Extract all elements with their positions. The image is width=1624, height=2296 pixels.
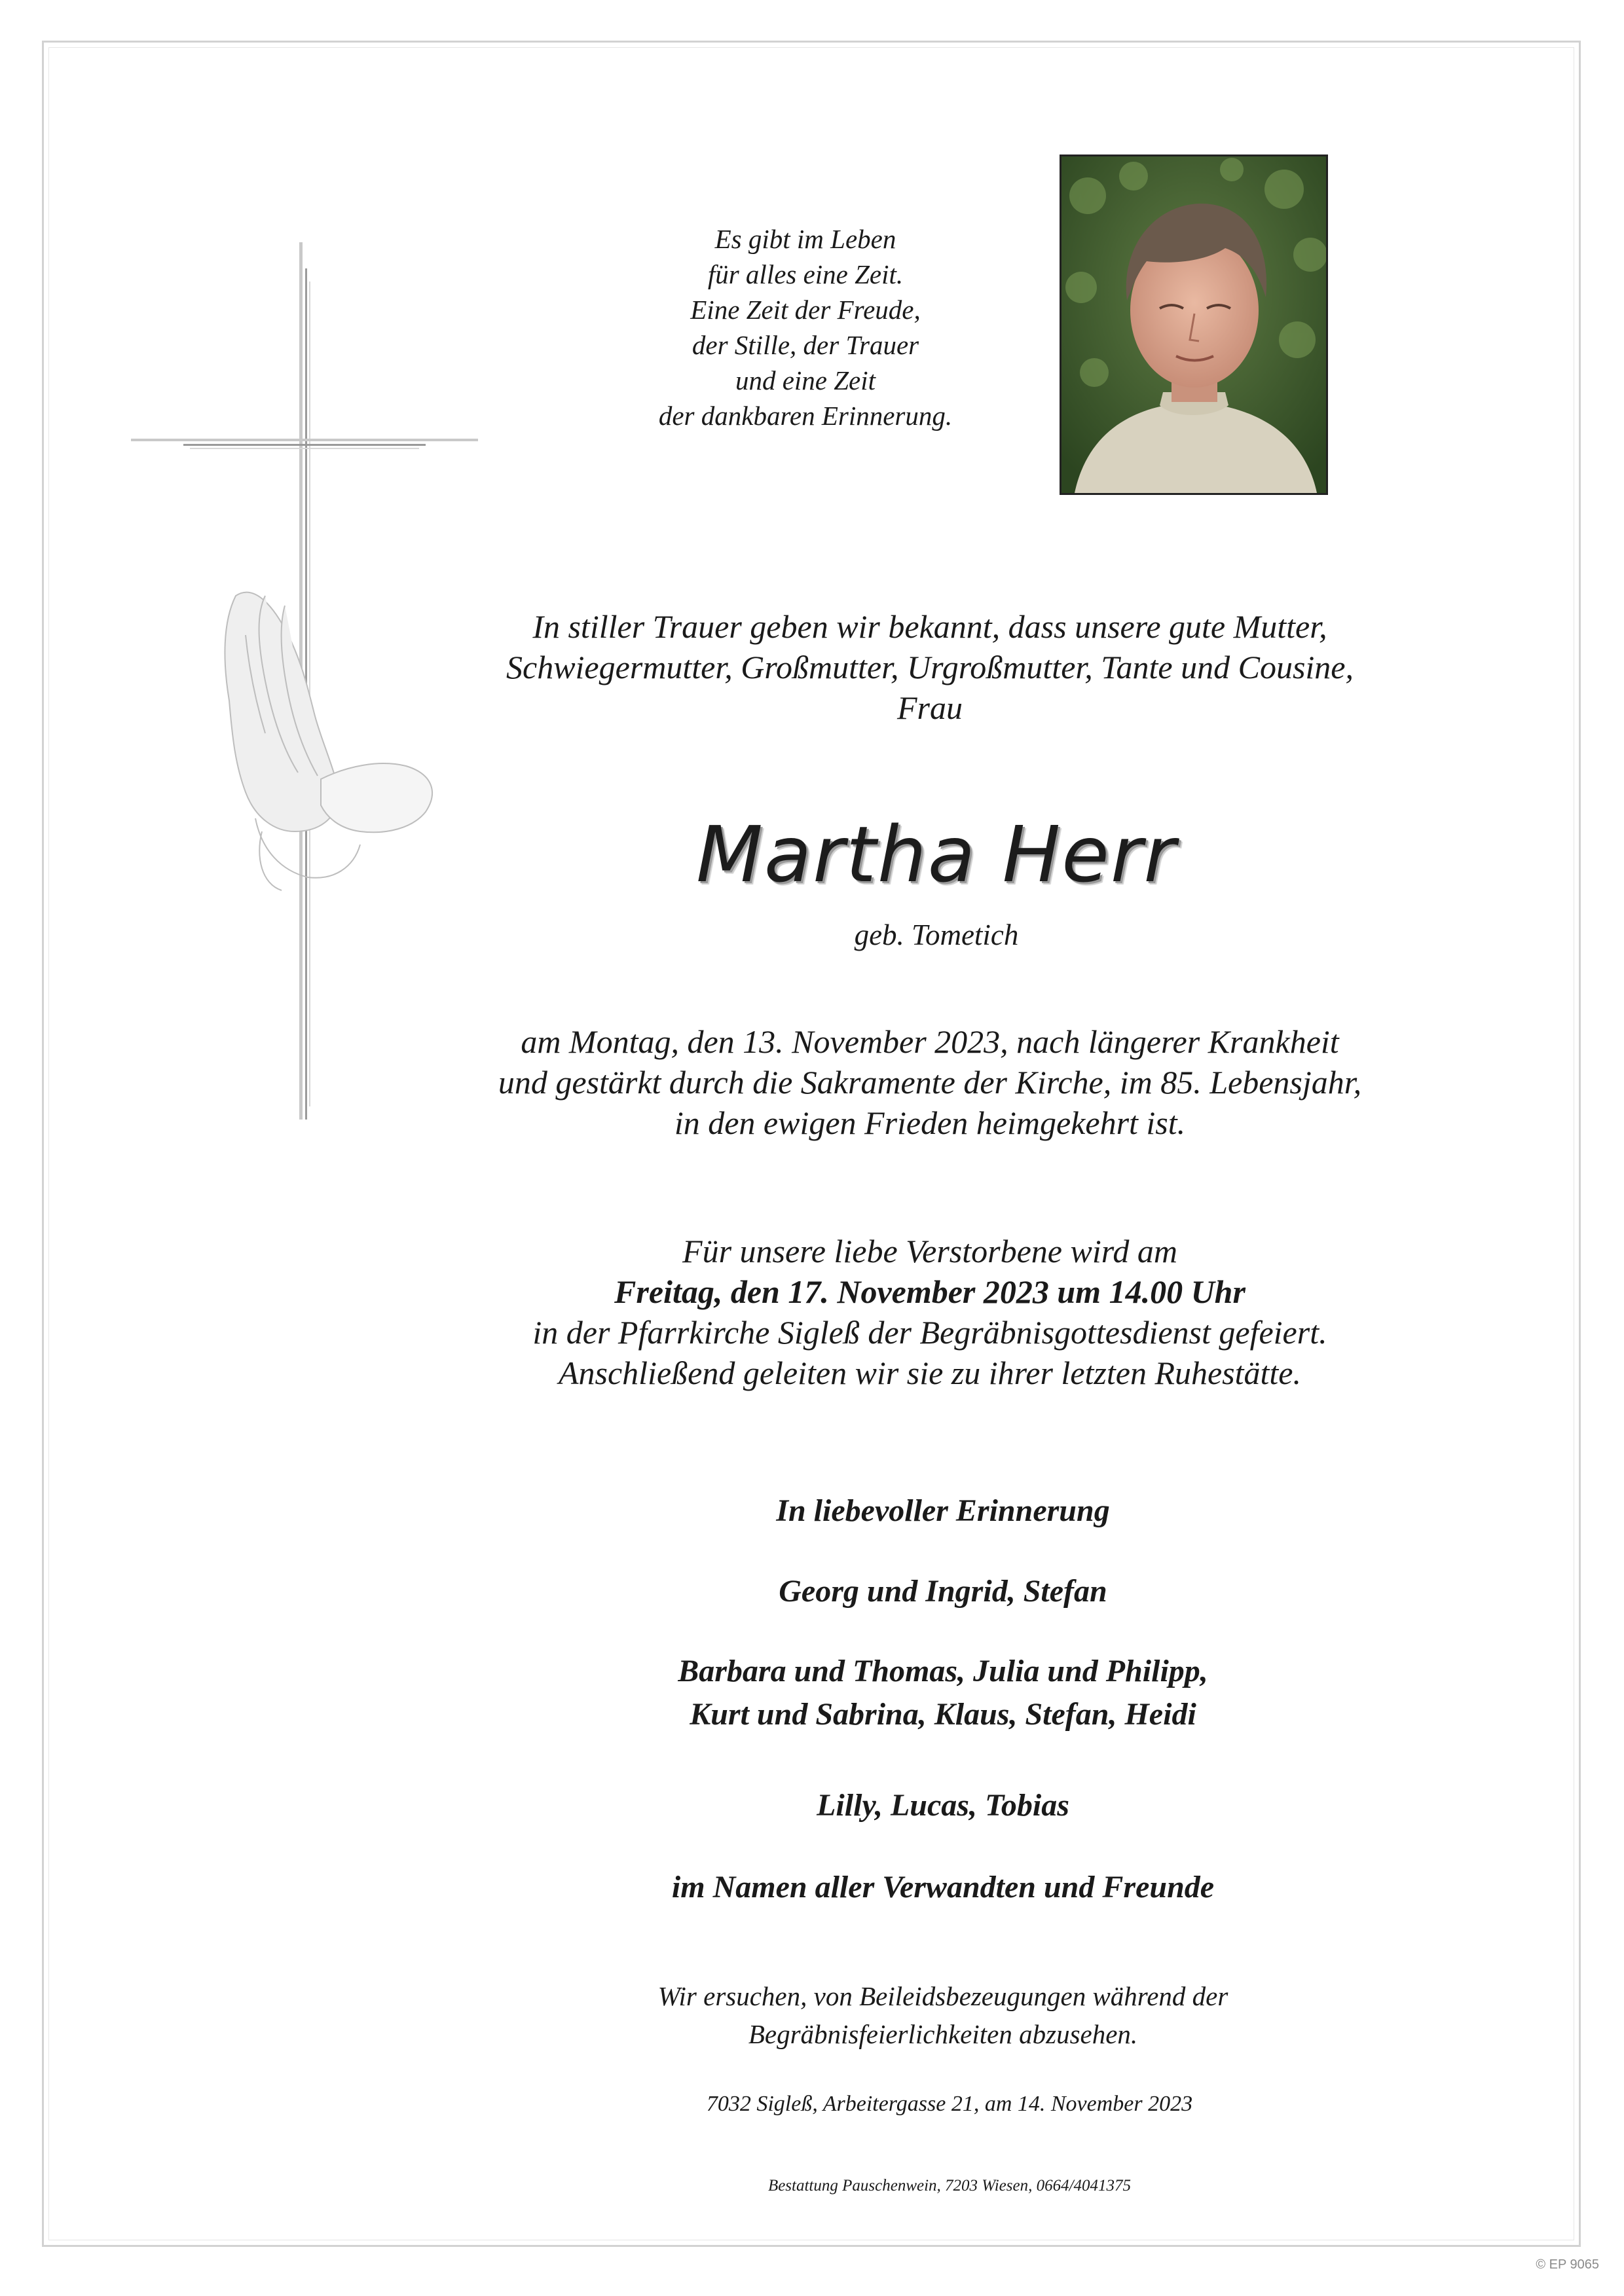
funeral-line: Für unsere liebe Verstorbene wird am — [682, 1233, 1177, 1269]
mourners-grandchildren-line: Barbara und Thomas, Julia und Philipp, — [678, 1654, 1208, 1688]
poem-line: der dankbaren Erinnerung. — [658, 401, 953, 431]
maiden-name: geb. Tometich — [854, 919, 1019, 951]
portrait-photo — [1060, 155, 1328, 495]
poem-line: der Stille, der Trauer — [692, 330, 919, 360]
mourners-children: Georg und Ingrid, Stefan — [779, 1574, 1107, 1609]
condolence-request — [550, 1977, 1336, 2053]
funeral-line: in der Pfarrkirche Sigleß der Begräbnisgottesdienst gefeiert. — [532, 1314, 1327, 1351]
mourners-grandchildren — [485, 1650, 1401, 1736]
poem-line: Es gibt im Leben — [714, 224, 896, 254]
announcement — [419, 606, 1441, 728]
funeral-date-time: Freitag, den 17. November 2023 um 14.00 Uhr — [614, 1273, 1246, 1310]
poem-line: und eine Zeit — [735, 365, 876, 395]
death-notice — [419, 1021, 1441, 1143]
undertaker: Bestattung Pauschenwein, 7203 Wiesen, 0664/4041375 — [767, 2177, 1132, 2195]
deceased-name: Martha Herr — [696, 809, 1177, 900]
funeral-notice — [419, 1231, 1441, 1393]
mourners-heading: In liebevoller Erinnerung — [776, 1493, 1110, 1528]
announcement-line: In stiller Trauer geben wir bekannt, dass unsere gute Mutter, — [532, 608, 1327, 645]
condolence-request-line: Begräbnisfeierlichkeiten abzusehen. — [748, 2019, 1138, 2049]
death-notice-line: und gestärkt durch die Sakramente der Kirche, im 85. Lebensjahr, — [498, 1064, 1362, 1101]
mourners-great-grandchildren: Lilly, Lucas, Tobias — [817, 1788, 1069, 1823]
mourners-grandchildren-line: Kurt und Sabrina, Klaus, Stefan, Heidi — [690, 1697, 1196, 1732]
poem-line: Eine Zeit der Freude, — [690, 295, 921, 325]
poem-line: für alles eine Zeit. — [707, 259, 904, 289]
funeral-line: Anschließend geleiten wir sie zu ihrer letzten Ruhestätte. — [558, 1355, 1302, 1391]
condolence-request-line: Wir ersuchen, von Beileidsbezeugungen während der — [657, 1981, 1228, 2011]
praying-hands-icon — [225, 592, 432, 890]
death-notice-line: am Montag, den 13. November 2023, nach längerer Krankheit — [521, 1023, 1339, 1060]
announcement-line: Schwiegermutter, Großmutter, Urgroßmutter, Tante und Cousine, — [506, 649, 1354, 685]
announcement-line: Frau — [897, 689, 963, 726]
place-date: 7032 Sigleß, Arbeitergasse 21, am 14. November 2023 — [706, 2092, 1193, 2116]
mourners-closing: im Namen aller Verwandten und Freunde — [671, 1870, 1215, 1904]
template-code: © EP 9065 — [1536, 2257, 1599, 2272]
death-notice-line: in den ewigen Frieden heimgekehrt ist. — [674, 1104, 1186, 1141]
poem — [576, 221, 1035, 433]
